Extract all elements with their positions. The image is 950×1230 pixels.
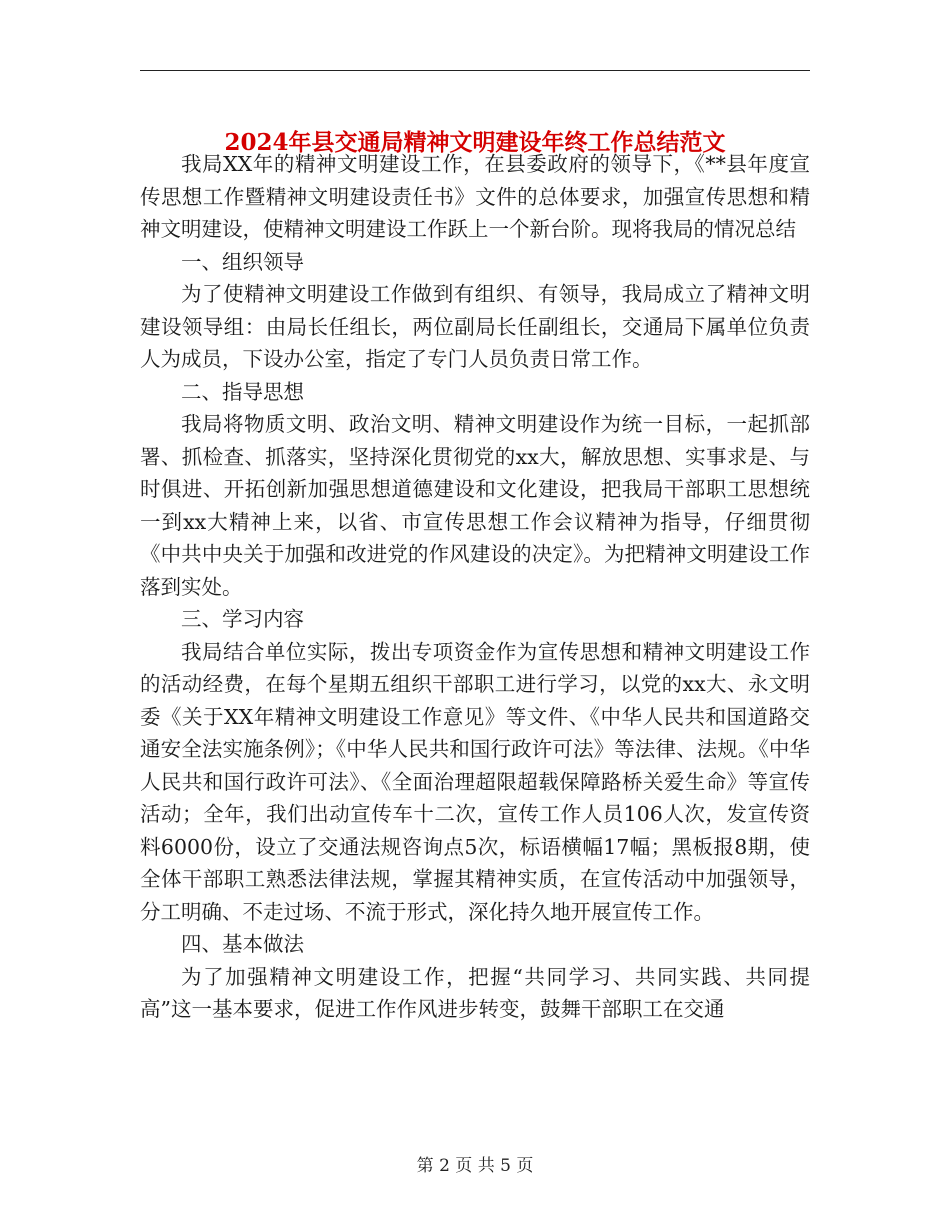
intro-paragraph: 我局XX年的精神文明建设工作，在县委政府的领导下，《**县年度宣传思想工作暨精神文明建设责任书》文件的总体要求，加强宣传思想和精神文明建设，使精神文明建设工作跃上一个新台阶。现将我局的情况总结 <box>140 152 810 241</box>
section-body-organization: 为了使精神文明建设工作做到有组织、有领导，我局成立了精神文明建设领导组：由局长任组长，两位副局长任副组长，交通局下属单位负责人为成员，下设办公室，指定了专门人员负责日常工作。 <box>140 282 810 371</box>
section-body-basic-practice: 为了加强精神文明建设工作，把握“共同学习、共同实践、共同提高”这一基本要求，促进工作作风进步转变，鼓舞干部职工在交通 <box>140 964 810 1021</box>
section-body-guiding-thought: 我局将物质文明、政治文明、精神文明建设作为统一目标，一起抓部署、抓检查、抓落实，坚持深化贯彻党的xx大，解放思想、实事求是、与时俱进、开拓创新加强思想道德建设和文化建设，把我局干部职工思想统一到xx大精神上来，以省、市宣传思想工作会议精神为指导，仔细贯彻《中共中央关于加强和改进党的作风建设的决定》。为把精神文明建设工作落到实处。 <box>140 412 810 599</box>
section-heading-guiding-thought: 二、指导思想 <box>181 379 304 404</box>
page-number-footer: 第 2 页 共 5 页 <box>416 1156 534 1176</box>
header-rule <box>140 70 810 71</box>
document-body <box>140 148 810 1026</box>
section-heading-organization: 一、组织领导 <box>181 249 304 274</box>
section-heading-study-content: 三、学习内容 <box>181 607 304 631</box>
section-body-study-content: 我局结合单位实际，拨出专项资金作为宣传思想和精神文明建设工作的活动经费，在每个星期五组织干部职工进行学习，以党的xx大、永文明委《关于XX年精神文明建设工作意见》等文件、《中华人民共和国道路交通安全法实施条例》；《中华人民共和国行政许可法》等法律、法规。《中华人民共和国行政许可法》、《全面治理超限超载保障路桥关爱生命》等宣传活动；全年，我们出动宣传车十二次，宣传工作人员106人次，发宣传资料6000份，设立了交通法规咨询点5次，标语横幅17幅；黑板报8期，使全体干部职工熟悉法律法规，掌握其精神实质，在宣传活动中加强领导，分工明确、不走过场、不流于形式，深化持久地开展宣传工作。 <box>140 639 810 924</box>
document-title: 2024年县交通局精神文明建设年终工作总结范文 <box>224 129 726 157</box>
section-heading-basic-practice: 四、基本做法 <box>181 932 304 956</box>
